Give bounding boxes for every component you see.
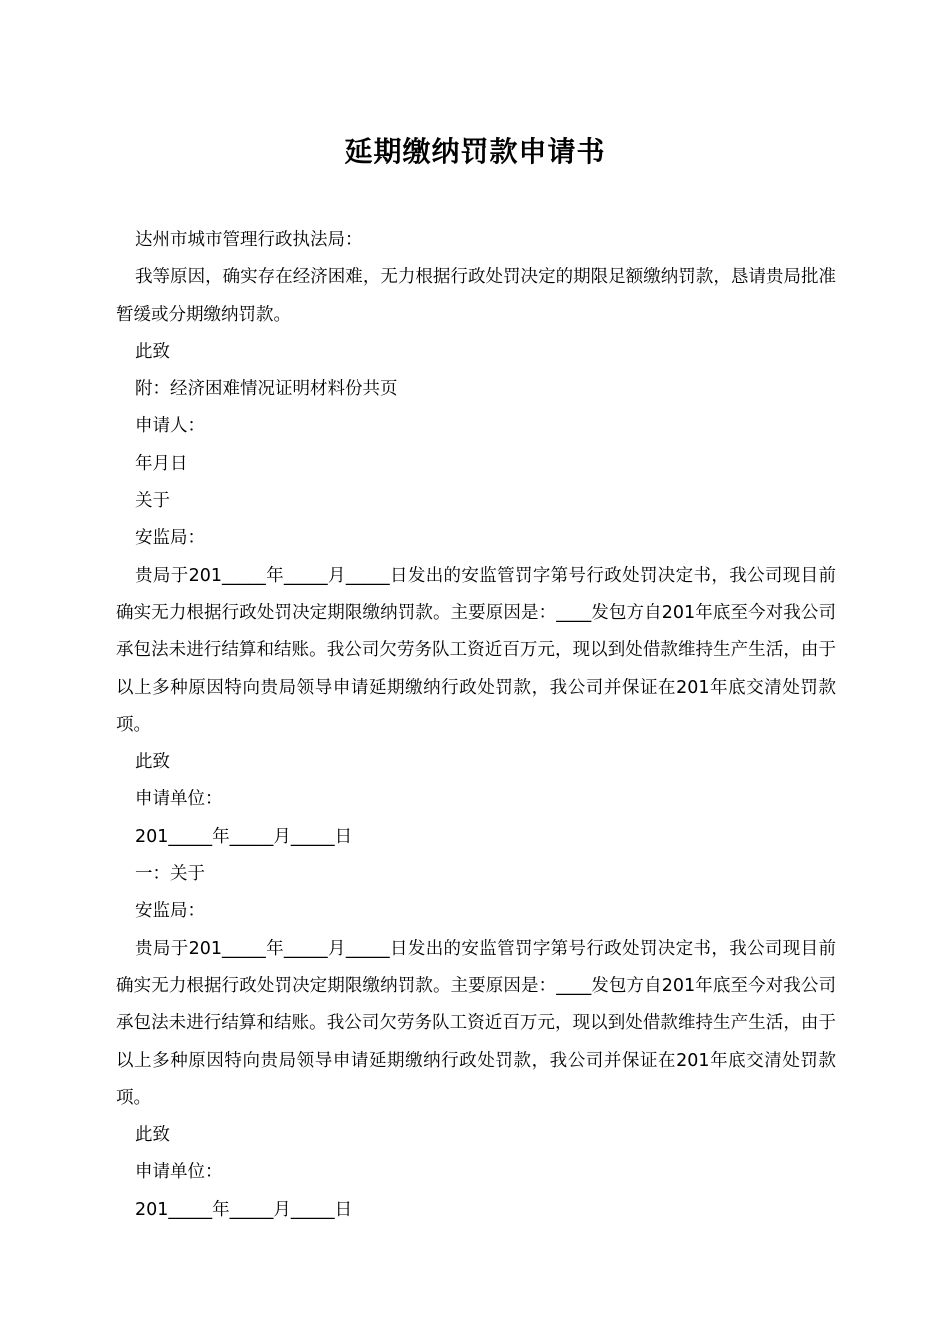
document-title: 延期缴纳罚款申请书 (344, 135, 606, 168)
document-body (116, 222, 836, 1229)
request-paragraph: 我等原因，确实存在经济困难，无力根据行政处罚决定的期限足额缴纳罚款，恳请贵局批准暂缓或分期缴纳罚款。 (116, 267, 836, 325)
applicant-unit-label: 申请单位： (135, 789, 223, 810)
date-line: 年月日 (135, 453, 188, 474)
section-heading: 关于 (135, 491, 170, 512)
closing-salutation: 此致 (135, 341, 170, 362)
addressee: 安监局： (135, 528, 205, 549)
body-paragraph: 贵局于201_____年_____月_____日发出的安监管罚字第号行政处罚决定书，我公司现目前确实无力根据行政处罚决定期限缴纳罚款。主要原因是：____发包方自201年底至今对我公司承包法未进行结算和结账。我公司欠劳务队工资近百万元，现以到处借款维持生产生活，由于以上多种原因特向贵局领导申请延期缴纳行政处罚款，我公司并保证在201年底交清处罚款项。 (116, 565, 836, 735)
applicant-unit-label: 申请单位： (135, 1162, 223, 1183)
applicant-label: 申请人： (135, 416, 205, 437)
date-line: 201_____年_____月_____日 (135, 826, 353, 847)
body-paragraph: 贵局于201_____年_____月_____日发出的安监管罚字第号行政处罚决定书，我公司现目前确实无力根据行政处罚决定期限缴纳罚款。主要原因是：____发包方自201年底至今对我公司承包法未进行结算和结账。我公司欠劳务队工资近百万元，现以到处借款维持生产生活，由于以上多种原因特向贵局领导申请延期缴纳行政处罚款，我公司并保证在201年底交清处罚款项。 (116, 938, 836, 1108)
addressee: 安监局： (135, 901, 205, 922)
section-heading: 一：关于 (135, 864, 205, 885)
closing-salutation: 此致 (135, 752, 170, 773)
attachment-note: 附：经济困难情况证明材料份共页 (135, 379, 398, 400)
addressee: 达州市城市管理行政执法局： (135, 230, 363, 250)
date-line: 201_____年_____月_____日 (135, 1199, 353, 1220)
closing-salutation: 此致 (135, 1125, 170, 1146)
